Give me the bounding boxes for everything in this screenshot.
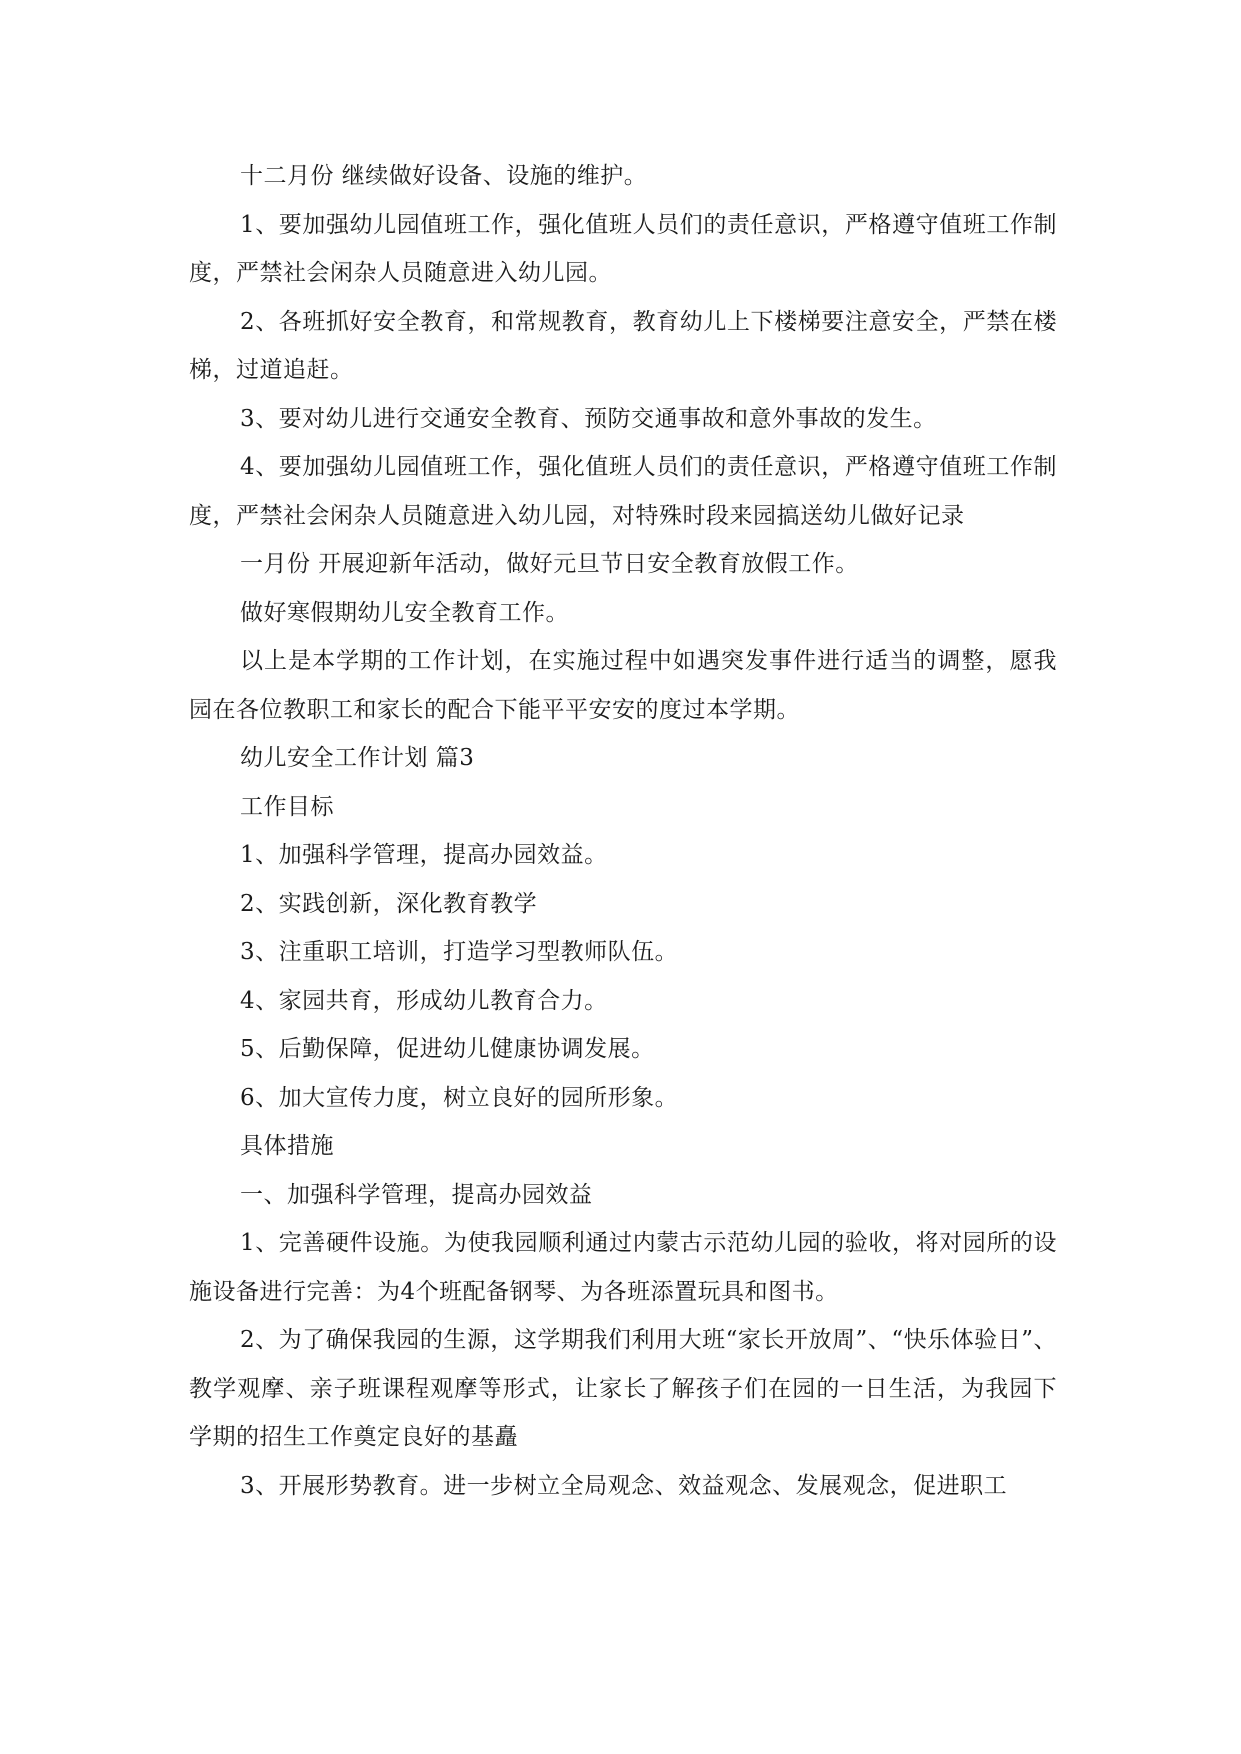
paragraph-item: 做好寒假期幼儿安全教育工作。 xyxy=(240,599,569,626)
paragraph-item: 1、要加强幼儿园值班工作，强化值班人员们的责任意识，严格遵守值班工作制度，严禁社会闲杂人员随意进入幼儿园。 xyxy=(189,211,1057,286)
paragraph-item: 4、要加强幼儿园值班工作，强化值班人员们的责任意识，严格遵守值班工作制度，严禁社会闲杂人员随意进入幼儿园，对特殊时段来园搞送幼儿做好记录 xyxy=(189,454,1057,529)
section-heading: 幼儿安全工作计划 篇3 xyxy=(240,745,475,771)
paragraph-item: 3、要对幼儿进行交通安全教育、预防交通事故和意外事故的发生。 xyxy=(240,405,937,432)
document-page xyxy=(189,152,1057,1510)
paragraph-december: 十二月份 继续做好设备、设施的维护。 xyxy=(240,163,648,189)
goal-item: 2、实践创新，深化教育教学 xyxy=(240,890,538,917)
measure-item: 2、为了确保我园的生源，这学期我们利用大班“家长开放周”、“快乐体验日”、教学观摩、亲子班课程观摩等形式，让家长了解孩子们在园的一日生活，为我园下学期的招生工作奠定良好的基矗 xyxy=(189,1327,1057,1450)
goal-item: 5、后勤保障，促进幼儿健康协调发展。 xyxy=(240,1036,655,1062)
goal-item: 4、家园共育，形成幼儿教育合力。 xyxy=(240,987,608,1014)
subheading-goals: 工作目标 xyxy=(240,793,334,820)
goal-item: 1、加强科学管理，提高办园效益。 xyxy=(240,842,608,868)
measure-item: 3、开展形势教育。进一步树立全局观念、效益观念、发展观念，促进职工 xyxy=(240,1472,1008,1499)
measure-heading: 一、加强科学管理，提高办园效益 xyxy=(240,1181,593,1208)
measure-item: 1、完善硬件设施。为使我园顺利通过内蒙古示范幼儿园的验收，将对园所的设施设备进行完善：为4个班配备钢琴、为各班添置玩具和图书。 xyxy=(189,1230,1057,1305)
paragraph-summary: 以上是本学期的工作计划，在实施过程中如遇突发事件进行适当的调整，愿我园在各位教职工和家长的配合下能平平安安的度过本学期。 xyxy=(189,648,1057,723)
subheading-measures: 具体措施 xyxy=(240,1133,334,1159)
paragraph-january: 一月份 开展迎新年活动，做好元旦节日安全教育放假工作。 xyxy=(240,551,859,577)
paragraph-item: 2、各班抓好安全教育，和常规教育，教育幼儿上下楼梯要注意安全，严禁在楼梯，过道追赶。 xyxy=(189,308,1057,383)
goal-item: 6、加大宣传力度，树立良好的园所形象。 xyxy=(240,1084,679,1111)
goal-item: 3、注重职工培训，打造学习型教师队伍。 xyxy=(240,939,679,965)
